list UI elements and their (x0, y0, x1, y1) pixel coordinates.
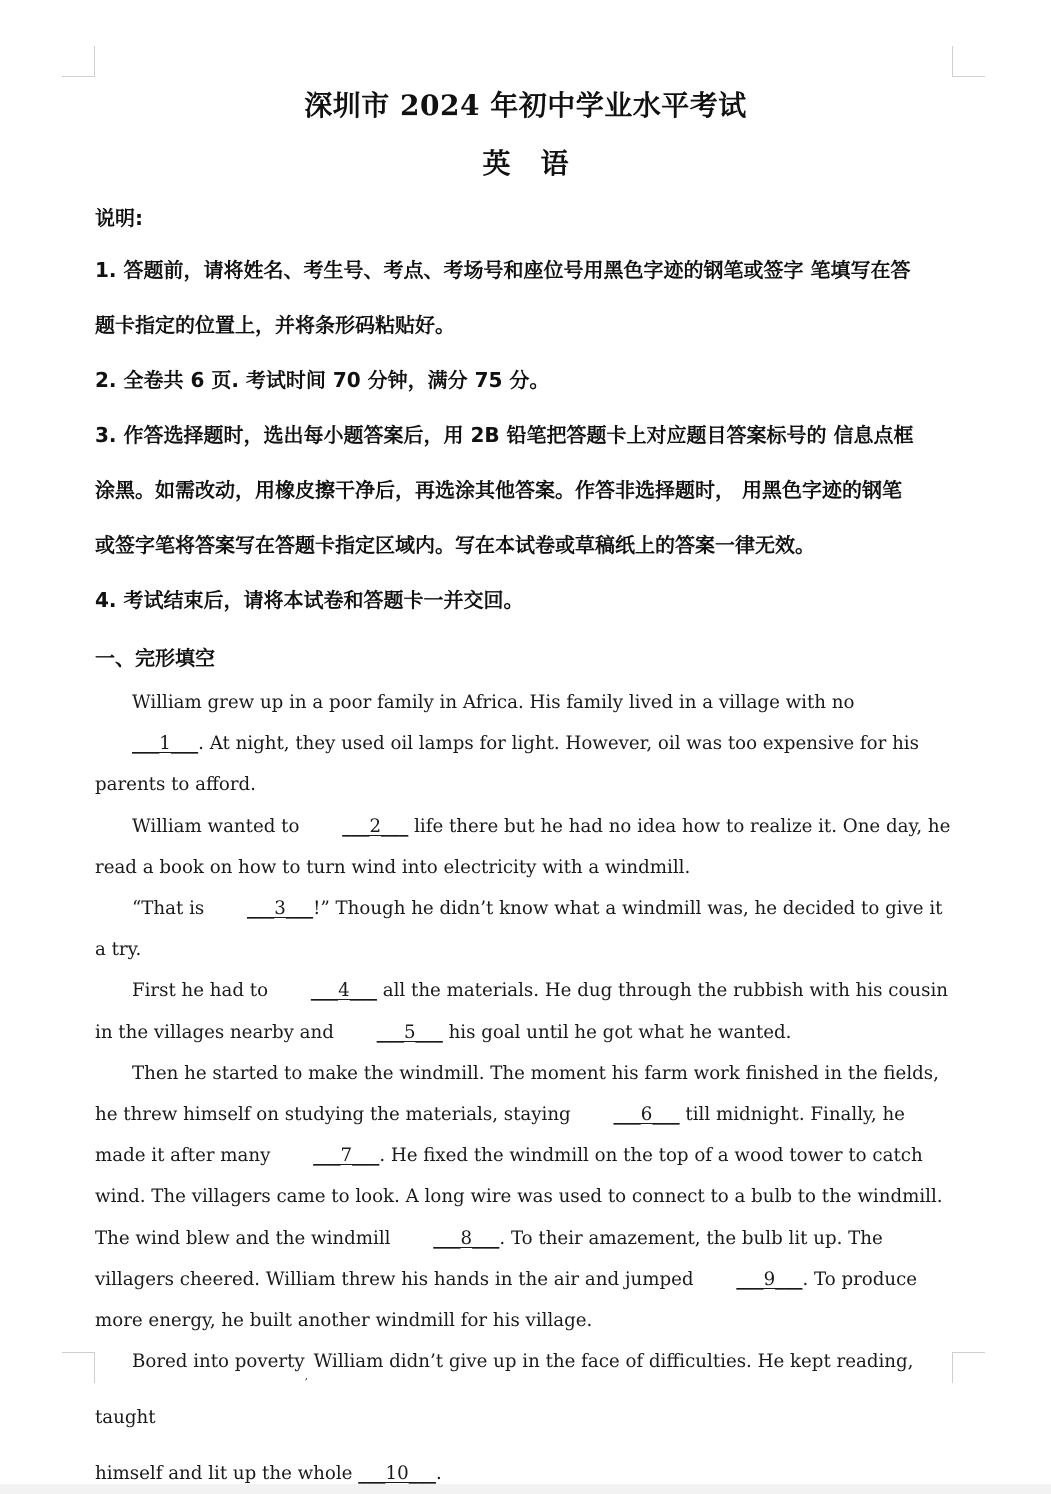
crop-mark-bottom-left (62, 1352, 95, 1383)
blank-2: ___2___ (342, 815, 409, 837)
blank-6: ___6___ (613, 1104, 680, 1126)
passage-paragraph-6-line-2 (95, 1453, 955, 1494)
cloze-passage (95, 682, 955, 1494)
crop-mark-bottom-right (952, 1352, 985, 1383)
text: . (435, 1462, 442, 1484)
passage-paragraph-4 (95, 970, 955, 1052)
text: his goal until he got what he wanted. (442, 1021, 792, 1043)
text: till midnight. Finally, he made it after many (95, 1104, 905, 1167)
instruction-line-5: 涂黑。如需改动，用橡皮擦干净后，再选涂其他答案。作答非选择题时， 用黑色字迹的钢笔 (95, 478, 902, 502)
stray-comma: , (304, 1371, 308, 1383)
instruction-line-7: 4. 考试结束后，请将本试卷和答题卡一并交回。 (95, 588, 524, 612)
instruction-line-4: 3. 作答选择题时，选出每小题答案后，用 2B 铅笔把答题卡上对应题目答案标号的 信息点框 (95, 423, 914, 447)
text: . He fixed the windmill on the top of a wood tower to catch wind. The villagers came to look. A long wire was used to connect to a bulb to the windmill. The wind blew and the windmill (95, 1145, 943, 1249)
text: all the materials. He dug through the rubbish with his cousin in the villages nearby and (95, 980, 948, 1043)
text: Then he started to make the windmill. The moment his farm work finished in the fields, he threw himself on studying the materials, staying (95, 1062, 939, 1126)
passage-paragraph-5 (95, 1053, 955, 1341)
instruction-line-3: 2. 全卷共 6 页. 考试时间 70 分钟，满分 75 分。 (95, 368, 550, 392)
subject-char-1: 英 (482, 147, 511, 180)
text: !” Though he didn’t know what a windmill was, he decided to give it a try. (95, 898, 943, 961)
blank-7: ___7___ (313, 1145, 380, 1167)
exam-title: 深圳市 2024 年初中学业水平考试 (304, 89, 747, 122)
passage-paragraph-2 (95, 806, 955, 888)
text: Bored into poverty (132, 1351, 305, 1373)
text: William didn’t give up in the face of difficulties. He kept reading, taught (95, 1351, 914, 1429)
text: William grew up in a poor family in Africa. His family lived in a village with no (132, 692, 855, 713)
subject-char-2: 语 (540, 147, 569, 180)
blank-10: ___10___ (358, 1462, 436, 1484)
passage-paragraph-3 (95, 888, 955, 970)
blank-9: ___9___ (736, 1268, 803, 1290)
blank-5: ___5___ (376, 1021, 443, 1043)
instruction-line-1: 1. 答题前，请将姓名、考生号、考点、考场号和座位号用黑色字迹的钢笔或签字 笔填写在答 (95, 258, 911, 282)
instruction-line-6: 或签字笔将答案写在答题卡指定区域内。写在本试卷或草稿纸上的答案一律无效。 (95, 533, 815, 557)
text: life there but he had no idea how to realize it. One day, he read a book on how to turn wind into electricity with a windmill. (95, 815, 951, 878)
text: . To produce more energy, he built another windmill for his village. (95, 1268, 918, 1332)
blank-4: ___4___ (310, 980, 377, 1002)
crop-mark-top-right (952, 46, 985, 77)
blank-1: ___1___ (132, 733, 199, 755)
instructions-label: 说明: (95, 206, 143, 230)
crop-mark-top-left (62, 46, 95, 77)
section-title: 一、完形填空 (95, 646, 215, 670)
text: himself and lit up the whole (95, 1462, 359, 1484)
blank-8: ___8___ (433, 1227, 500, 1249)
passage-paragraph-1 (95, 682, 955, 806)
blank-3: ___3___ (247, 898, 314, 920)
subject-title (0, 142, 1051, 182)
text: . At night, they used oil lamps for light. However, oil was too expensive for his parents to afford. (95, 733, 919, 796)
instruction-line-2: 题卡指定的位置上，并将条形码粘贴好。 (95, 313, 455, 337)
passage-paragraph-6 (95, 1341, 955, 1494)
text: “That is (132, 898, 211, 920)
text: . To their amazement, the bulb lit up. The villagers cheered. William threw his hands in the air and jumped (95, 1227, 883, 1290)
text: First he had to (132, 980, 274, 1002)
text: William wanted to (132, 815, 306, 837)
